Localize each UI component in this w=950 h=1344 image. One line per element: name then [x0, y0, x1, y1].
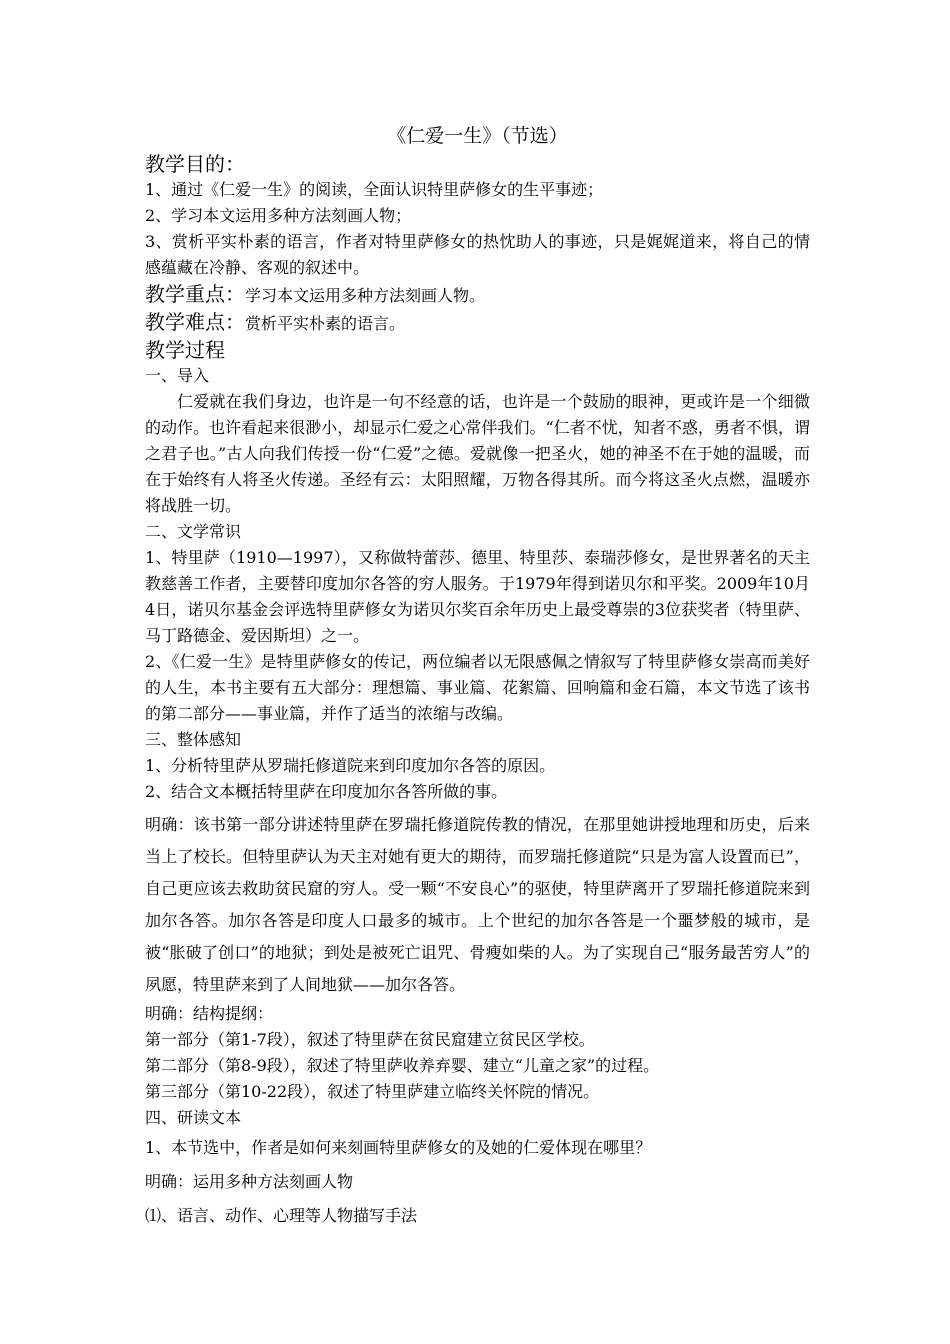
objectives-heading: 教学目的：: [145, 152, 245, 176]
overall-question-1: 1、分析特里萨从罗瑞托修道院来到印度加尔各答的原因。: [145, 756, 556, 775]
section-intro-heading: 一、导入: [145, 366, 210, 385]
overall-answer: 明确：该书第一部分讲述特里萨在罗瑞托修道院传教的情况，在那里她讲授地理和历史，后来当上了校长。但特里萨认为天主对她有更大的期待，而罗瑞托修道院“只是为富人设置而已”，自己更应该去救助贫民窟的穷人。受一颗“不安良心”的驱使，特里萨离开了罗瑞托修道院来到加尔各答。加尔各答是印度人口最多的城市。上个世纪的加尔各答是一个噩梦般的城市，是被“胀破了创口”的地狱；到处是被死亡诅咒、骨瘦如柴的人。为了实现自己“服务最苦穷人”的夙愿，特里萨来到了人间地狱——加尔各答。: [145, 815, 810, 994]
structure-part-2: 第二部分（第8-9段），叙述了特里萨收养弃婴、建立“儿童之家”的过程。: [145, 1056, 660, 1075]
key-point-text: 学习本文运用多种方法刻画人物。: [245, 286, 486, 305]
difficulty-text: 赏析平实朴素的语言。: [245, 314, 406, 333]
difficulty-line: [145, 309, 810, 337]
structure-part-1: 第一部分（第1-7段），叙述了特里萨在贫民窟建立贫民区学校。: [145, 1030, 595, 1049]
key-point-line: [145, 281, 810, 309]
process-heading: 教学过程: [145, 338, 225, 362]
structure-label: 明确：结构提纲：: [145, 1004, 274, 1023]
study-answer: 明确：运用多种方法刻画人物: [145, 1172, 354, 1191]
structure-part-3: 第三部分（第10-22段），叙述了特里萨建立临终关怀院的情况。: [145, 1082, 600, 1101]
key-point-label: 教学重点：: [145, 282, 245, 306]
literature-paragraph-2: 2、《仁爱一生》是特里萨修女的传记，两位编者以无限感佩之情叙写了特里萨修女崇高而美好的人生，本书主要有五大部分：理想篇、事业篇、花絮篇、回响篇和金石篇，本文节选了该书的第二部分——事业篇，并作了适当的浓缩与改编。: [145, 652, 810, 723]
objective-item-3: 3、赏析平实朴素的语言，作者对特里萨修女的热忱助人的事迹，只是娓娓道来，将自己的情感蕴藏在冷静、客观的叙述中。: [145, 232, 810, 277]
intro-paragraph: 仁爱就在我们身边，也许是一句不经意的话，也许是一个鼓励的眼神，更或许是一个细微的动作。也许看起来很渺小，却显示仁爱之心常伴我们。“仁者不忧，知者不惑，勇者不惧，谓之君子也。”古人向我们传授一份“仁爱”之德。爱就像一把圣火，她的神圣不在于她的温暖，而在于始终有人将圣火传递。圣经有云：太阳照耀，万物各得其所。而今将这圣火点燃，温暖亦将战胜一切。: [145, 392, 810, 515]
section-literature-heading: 二、文学常识: [145, 522, 242, 541]
section-study-heading: 四、研读文本: [145, 1108, 242, 1127]
document-body: [145, 121, 810, 1229]
objective-item-2: 2、学习本文运用多种方法刻画人物；: [145, 206, 412, 225]
study-point-1: ⑴、语言、动作、心理等人物描写手法: [145, 1206, 418, 1225]
document-title: 《仁爱一生》（节选）: [387, 125, 568, 147]
section-overall-heading: 三、整体感知: [145, 730, 242, 749]
difficulty-label: 教学难点：: [145, 310, 245, 334]
literature-paragraph-1: 1、特里萨（1910—1997），又称做特蕾莎、德里、特里莎、泰瑞莎修女，是世界著名的天主教慈善工作者，主要替印度加尔各答的穷人服务。于1979年得到诺贝尔和平奖。2009年10月4日，诺贝尔基金会评选特里萨修女为诺贝尔奖百余年历史上最受尊崇的3位获奖者（特里萨、马丁路德金、爱因斯坦）之一。: [145, 548, 810, 645]
overall-question-2: 2、结合文本概括特里萨在印度加尔各答所做的事。: [145, 782, 508, 801]
study-question-1: 1、本节选中，作者是如何来刻画特里萨修女的及她的仁爱体现在哪里？: [145, 1138, 652, 1157]
objective-item-1: 1、通过《仁爱一生》的阅读，全面认识特里萨修女的生平事迹；: [145, 180, 604, 199]
